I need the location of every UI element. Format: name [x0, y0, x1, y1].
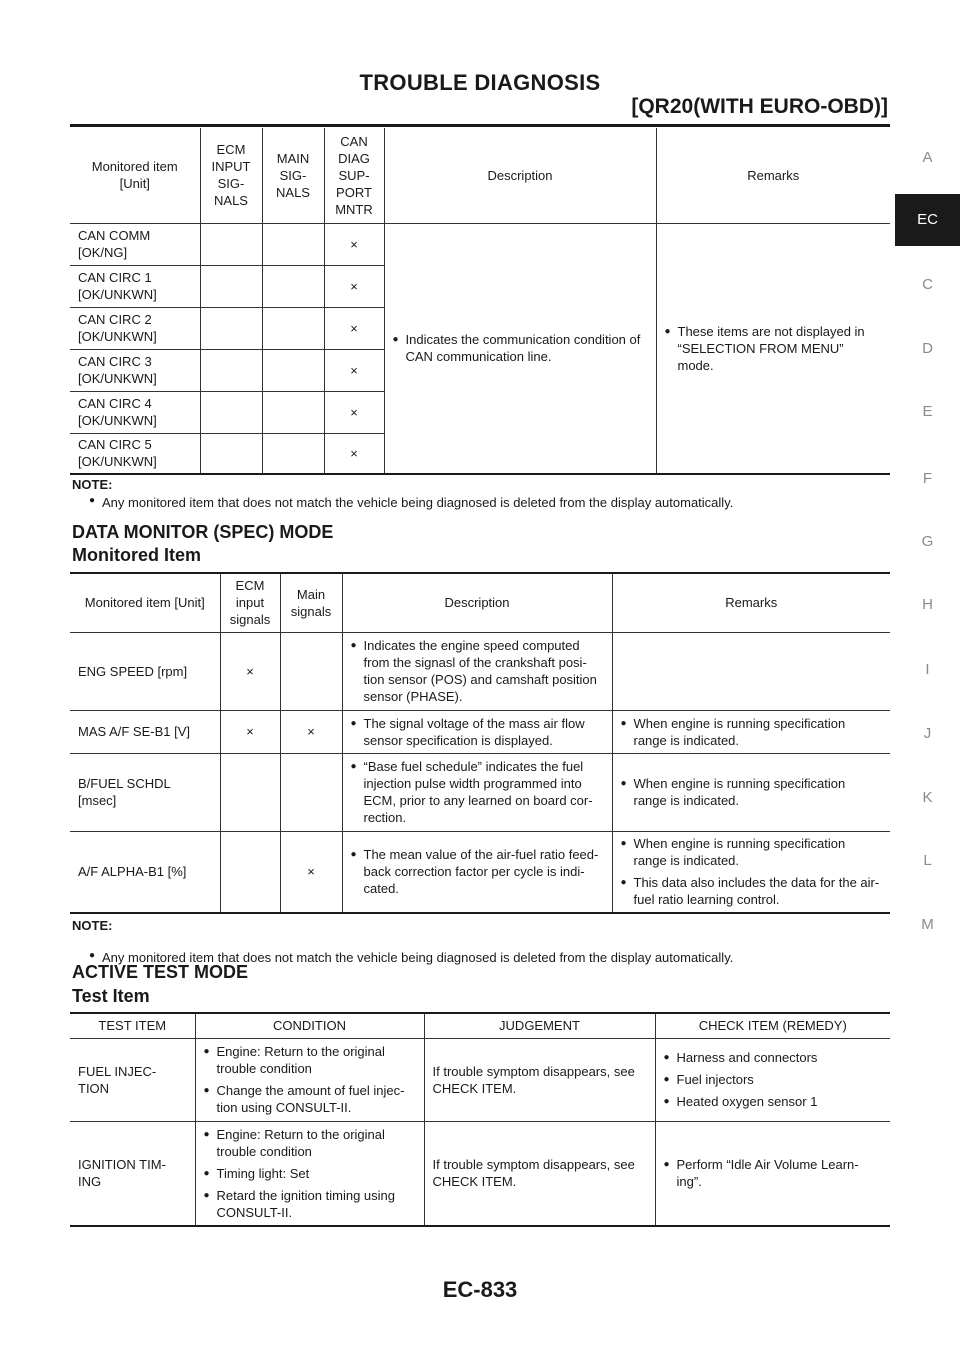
col-header-remarks: Remarks: [656, 128, 890, 223]
engine-subtitle: [QR20(WITH EURO-OBD)]: [631, 95, 888, 118]
table-row: [70, 710, 890, 753]
col-header-main-signals: MAIN SIG- NALS: [262, 128, 324, 223]
can-cell: ×: [324, 349, 384, 391]
side-tab-j[interactable]: J: [923, 725, 932, 742]
condition-text: ● Engine: Return to the original trouble condition: [204, 1043, 416, 1077]
condition-text: ● Change the amount of fuel injec-tion using CONSULT-II.: [204, 1082, 416, 1116]
side-tab-g[interactable]: G: [921, 533, 934, 550]
ecm-cell: ×: [220, 632, 280, 710]
table-row: [70, 753, 890, 831]
item-cell: CAN CIRC 2 [OK/UNKWN]: [78, 312, 157, 344]
condition-cell: [195, 1121, 424, 1226]
condition-text: ● Timing light: Set: [204, 1165, 416, 1182]
side-tab-i[interactable]: I: [925, 661, 930, 678]
section-heading: DATA MONITOR (SPEC) MODE: [72, 522, 334, 542]
ecm-cell: [200, 433, 262, 474]
item-cell: B/FUEL SCHDL [msec]: [78, 776, 171, 808]
header-rule: [70, 124, 890, 127]
item-cell: A/F ALPHA-B1 [%]: [78, 864, 187, 880]
description-text: ● Indicates the engine speed computed from the signasl of the crankshaft posi-tion sensor (POS) and camshaft position sensor (PHASE).: [351, 637, 604, 705]
item-cell: CAN CIRC 1 [OK/UNKWN]: [78, 270, 157, 302]
side-tab-l[interactable]: L: [923, 852, 932, 869]
description-cell: [342, 710, 612, 753]
col-header-can-diag: CAN DIAG SUP- PORT MNTR: [324, 128, 384, 223]
side-tab-e[interactable]: E: [922, 403, 933, 420]
can-monitor-table: [70, 128, 890, 475]
remarks-cell: [612, 753, 890, 831]
ecm-cell: ×: [220, 710, 280, 753]
remarks-cell: [612, 831, 890, 913]
item-cell: CAN COMM [OK/NG]: [78, 228, 151, 260]
ecm-cell: [220, 831, 280, 913]
description-text: ● Indicates the communication condition of CAN communication line.: [393, 331, 648, 365]
check-item-text: ● Perform “Idle Air Volume Learn-ing”.: [664, 1156, 883, 1190]
col-header-description: Description: [384, 128, 656, 223]
col-header-test-item: TEST ITEM: [98, 1018, 167, 1034]
main-cell: [262, 307, 324, 349]
remarks-cell: [612, 710, 890, 753]
col-header-ecm-input: ECM INPUT SIG- NALS: [200, 128, 262, 223]
table-row: [70, 1121, 890, 1226]
ecm-cell: [200, 307, 262, 349]
section-heading: ACTIVE TEST MODE: [72, 962, 249, 982]
ecm-cell: [200, 391, 262, 433]
check-item-text: ● Fuel injectors: [664, 1071, 883, 1088]
table-header-row: [70, 573, 890, 632]
main-cell: [262, 349, 324, 391]
ecm-cell: [200, 265, 262, 307]
description-text: ● The mean value of the air-fuel ratio feed-back correction factor per cycle is indi-cated.: [351, 846, 604, 897]
main-cell: [262, 433, 324, 474]
ecm-cell: [200, 223, 262, 265]
side-tab-ec[interactable]: EC: [895, 194, 960, 246]
check-item-cell: [655, 1038, 890, 1121]
table-row: [70, 831, 890, 913]
table-row: [70, 223, 890, 265]
page-title: TROUBLE DIAGNOSIS: [359, 70, 601, 95]
description-cell: [342, 632, 612, 710]
monitored-item-table: [70, 572, 890, 914]
side-tab-a[interactable]: A: [922, 149, 933, 166]
check-item-text: ● Harness and connectors: [664, 1049, 883, 1066]
condition-text: ● Retard the ignition timing using CONSULT-II.: [204, 1187, 416, 1221]
item-cell: CAN CIRC 3 [OK/UNKWN]: [78, 354, 157, 386]
table-header-row: [70, 128, 890, 223]
item-cell: CAN CIRC 5 [OK/UNKWN]: [78, 437, 157, 470]
item-cell: MAS A/F SE-B1 [V]: [78, 724, 190, 739]
ecm-cell: [220, 753, 280, 831]
judgement-cell: If trouble symptom disappears, see CHECK ITEM.: [424, 1121, 655, 1226]
main-cell: [262, 223, 324, 265]
can-cell: ×: [324, 433, 384, 474]
main-cell: [280, 632, 342, 710]
table-header-row: [70, 1013, 890, 1038]
remarks-text: ● These items are not displayed in “SELECTION FROM MENU” mode.: [665, 323, 883, 374]
description-cell: [384, 223, 656, 474]
section-subheading: Test Item: [72, 986, 150, 1006]
item-cell: CAN CIRC 4 [OK/UNKWN]: [78, 396, 157, 428]
main-cell: [262, 265, 324, 307]
can-cell: ×: [324, 391, 384, 433]
check-item-cell: [655, 1121, 890, 1226]
main-cell: ×: [280, 831, 342, 913]
side-tab-m[interactable]: M: [921, 916, 934, 933]
test-item-cell: IGNITION TIM- ING: [78, 1157, 166, 1190]
item-cell: ENG SPEED [rpm]: [78, 663, 188, 679]
remarks-text: ● When engine is running specification range is indicated.: [621, 775, 883, 809]
check-item-text: ● Heated oxygen sensor 1: [664, 1093, 883, 1110]
col-header-check-item: CHECK ITEM (REMEDY): [655, 1013, 890, 1038]
table-row: [70, 1038, 890, 1121]
note-label: NOTE:: [72, 477, 113, 492]
col-header-monitored-item: Monitored item [Unit]: [91, 159, 178, 192]
note-text: ● Any monitored item that does not match the vehicle being diagnosed is deleted from the display automatically.: [72, 495, 912, 510]
condition-cell: [195, 1038, 424, 1121]
note-label: NOTE:: [72, 918, 113, 933]
description-cell: [342, 753, 612, 831]
ecm-cell: [200, 349, 262, 391]
active-test-table: [70, 1012, 890, 1227]
side-tab-k[interactable]: K: [922, 789, 933, 806]
can-cell: ×: [324, 223, 384, 265]
judgement-cell: If trouble symptom disappears, see CHECK ITEM.: [424, 1038, 655, 1121]
note-text: ● Any monitored item that does not match the vehicle being diagnosed is deleted from the display automatically.: [72, 950, 912, 965]
col-header-remarks: Remarks: [612, 573, 890, 632]
col-header-condition: CONDITION: [195, 1013, 424, 1038]
main-cell: [280, 753, 342, 831]
col-header-main-signals: Main signals: [280, 573, 342, 632]
remarks-cell: [612, 632, 890, 710]
page-number: EC-833: [442, 1277, 518, 1302]
col-header-judgement: JUDGEMENT: [424, 1013, 655, 1038]
col-header-ecm-input: ECM input signals: [220, 573, 280, 632]
can-cell: ×: [324, 307, 384, 349]
condition-text: ● Engine: Return to the original trouble condition: [204, 1126, 416, 1160]
remarks-text: ● When engine is running specification range is indicated.: [621, 835, 883, 869]
main-cell: [262, 391, 324, 433]
side-tab-d[interactable]: D: [922, 340, 933, 357]
remarks-cell: [656, 223, 890, 474]
description-text: ● The signal voltage of the mass air flow sensor specification is displayed.: [351, 715, 604, 749]
col-header-description: Description: [342, 573, 612, 632]
main-cell: ×: [280, 710, 342, 753]
description-text: ● “Base fuel schedule” indicates the fuel injection pulse width programmed into ECM, prior to any learned on board cor-rection.: [351, 758, 604, 826]
description-cell: [342, 831, 612, 913]
remarks-text: ● When engine is running specification range is indicated.: [621, 715, 883, 749]
remarks-text: ● This data also includes the data for the air-fuel ratio learning control.: [621, 874, 883, 908]
col-header-monitored-item: Monitored item [Unit]: [84, 595, 205, 611]
test-item-cell: FUEL INJEC- TION: [78, 1063, 157, 1096]
side-tab-h[interactable]: H: [922, 596, 933, 613]
section-subheading: Monitored Item: [72, 545, 201, 565]
table-row: [70, 632, 890, 710]
side-tab-f[interactable]: F: [922, 470, 933, 487]
can-cell: ×: [324, 265, 384, 307]
side-tab-c[interactable]: C: [922, 276, 933, 293]
